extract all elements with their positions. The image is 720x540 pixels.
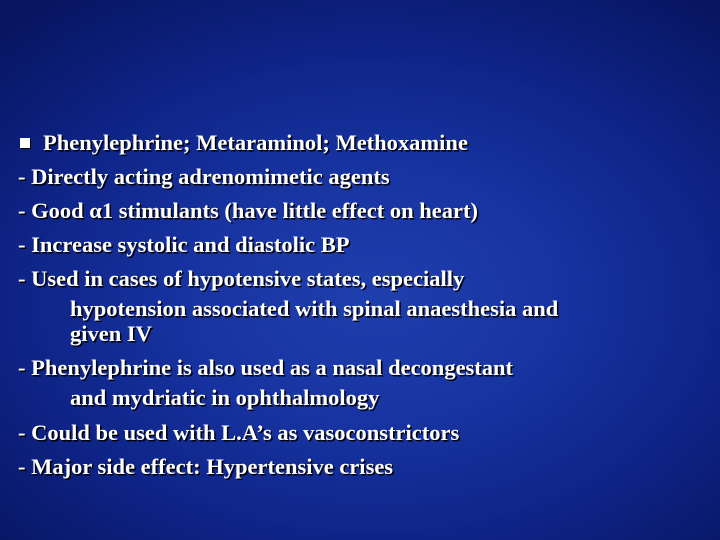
square-bullet-icon (20, 138, 30, 148)
slide-body (18, 126, 708, 484)
text-line-nasal: - Phenylephrine is also used as a nasal decongestant (18, 355, 514, 380)
text-line-hypotensive-cont-2: given IV (70, 321, 152, 346)
text-line-hypotensive-cont-1: hypotension associated with spinal anaesthesia and (70, 296, 559, 321)
text-line-nasal-cont: and mydriatic in ophthalmology (70, 385, 380, 410)
heading-text: Phenylephrine; Metaraminol; Methoxamine (43, 130, 468, 155)
text-line-alpha1: - Good α1 stimulants (have little effect on heart) (18, 198, 478, 223)
text-line-la: - Could be used with L.A’s as vasoconstrictors (18, 420, 460, 445)
bullet-heading (18, 126, 708, 160)
text-line-hypotensive: - Used in cases of hypotensive states, especially (18, 266, 465, 291)
text-line-bp: - Increase systolic and diastolic BP (18, 232, 350, 257)
text-line-directly-acting: - Directly acting adrenomimetic agents (18, 164, 390, 189)
text-line-side-effect: - Major side effect: Hypertensive crises (18, 454, 394, 479)
